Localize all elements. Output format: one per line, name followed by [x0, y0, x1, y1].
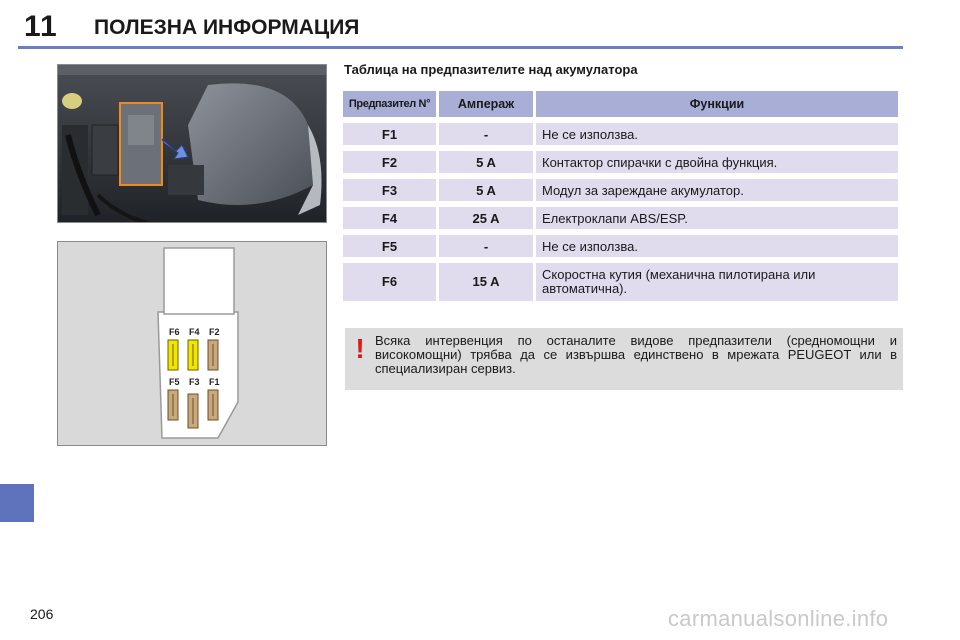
fuse-number-cell: F5	[343, 235, 436, 257]
chapter-side-tab	[0, 484, 34, 522]
header-divider	[18, 46, 903, 49]
header-fuse-number: Предпазител N°	[343, 91, 436, 117]
fuse-label-f4: F4	[189, 327, 200, 337]
fuse-box-diagram	[57, 241, 327, 446]
fuse-f2-tan	[208, 340, 218, 370]
fuse-label-f3: F3	[189, 377, 200, 387]
fuse-label-f2: F2	[209, 327, 220, 337]
table-row	[343, 207, 898, 229]
amperage-cell: 25 A	[439, 207, 533, 229]
table-header-row	[343, 91, 898, 117]
amperage-cell: 5 A	[439, 151, 533, 173]
amperage-cell: -	[439, 123, 533, 145]
header-amperage: Ампераж	[439, 91, 533, 117]
amperage-cell: -	[439, 235, 533, 257]
fuse-box-illustration	[58, 242, 327, 446]
fuse-f3-tan	[188, 394, 198, 428]
fuse-f1-tan	[208, 390, 218, 420]
chapter-number: 11	[24, 10, 58, 43]
engine-bay-illustration	[58, 65, 327, 223]
header-functions: Функции	[536, 91, 898, 117]
function-cell: Не се използва.	[536, 235, 898, 257]
engine-bay-photo	[57, 64, 327, 223]
amperage-cell: 5 A	[439, 179, 533, 201]
fuse-f6-yellow	[168, 340, 178, 370]
fuse-number-cell: F4	[343, 207, 436, 229]
function-cell: Модул за зареждане акумулатор.	[536, 179, 898, 201]
table-row	[343, 263, 898, 301]
table-row	[343, 151, 898, 173]
table-row	[343, 123, 898, 145]
function-cell: Електроклапи ABS/ESP.	[536, 207, 898, 229]
warning-text: Всяка интервенция по останалите видове предпазители (средномощни и високомощни) трябва да се извършва единствено в мрежата PEUGEOT или в специализиран сервиз.	[375, 333, 897, 376]
fuse-number-cell: F6	[343, 263, 436, 301]
fuse-label-f1: F1	[209, 377, 220, 387]
function-cell: Скоростна кутия (механична пилотирана или автоматична).	[536, 263, 898, 301]
amperage-cell: 15 A	[439, 263, 533, 301]
fuse-f5-tan	[168, 390, 178, 420]
fuse-label-f6: F6	[169, 327, 180, 337]
function-cell: Не се използва.	[536, 123, 898, 145]
watermark: carmanualsonline.info	[668, 606, 889, 631]
table-row	[343, 179, 898, 201]
fuse-table	[340, 85, 901, 307]
fuse-table-title: Таблица на предпазителите над акумулатора	[344, 62, 638, 77]
exclamation-icon: !	[355, 333, 365, 364]
warning-box	[345, 328, 903, 390]
page-number: 206	[30, 606, 54, 622]
fuse-number-cell: F1	[343, 123, 436, 145]
fuse-number-cell: F2	[343, 151, 436, 173]
fuse-number-cell: F3	[343, 179, 436, 201]
fuse-label-f5: F5	[169, 377, 180, 387]
table-row	[343, 235, 898, 257]
reservoir-cap	[62, 93, 82, 109]
function-cell: Контактор спирачки с двойна функция.	[536, 151, 898, 173]
chapter-title: ПОЛЕЗНА ИНФОРМАЦИЯ	[94, 16, 360, 39]
fuse-f4-yellow	[188, 340, 198, 370]
